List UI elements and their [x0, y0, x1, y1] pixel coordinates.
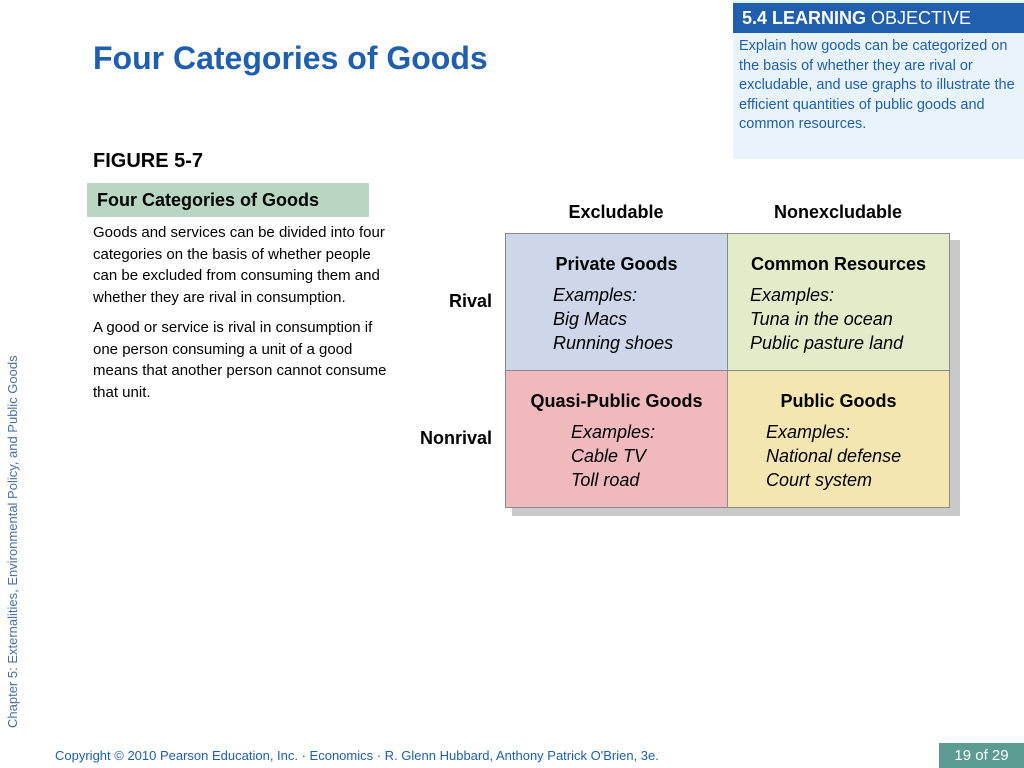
- learning-objective-header: [733, 3, 1024, 33]
- figure-label: FIGURE 5-7: [93, 150, 204, 172]
- examples-label: Examples:: [750, 285, 835, 305]
- example-item: Public pasture land: [750, 333, 904, 353]
- examples-label: Examples:: [766, 422, 851, 442]
- examples-label: Examples:: [571, 422, 656, 442]
- row-header-rival: Rival: [448, 291, 492, 311]
- cell-common-resources: [727, 233, 950, 371]
- page-number: 19 of 29: [939, 743, 1024, 768]
- learning-objective-box: [733, 0, 1024, 159]
- column-header-nonexcludable: Nonexcludable: [773, 202, 903, 222]
- example-item: Toll road: [571, 470, 640, 490]
- example-item: National defense: [766, 446, 902, 466]
- cell-title: Quasi-Public Goods: [530, 391, 703, 411]
- chapter-side-label: Chapter 5: Externalities, Environmental Policy, and Public Goods: [5, 355, 20, 728]
- cell-public-goods: [727, 370, 950, 508]
- example-item: Court system: [766, 470, 873, 490]
- slide-title: Four Categories of Goods: [93, 40, 488, 76]
- examples-label: Examples:: [553, 285, 638, 305]
- row-header-nonrival: Nonrival: [419, 428, 492, 448]
- cell-title: Private Goods: [555, 254, 678, 274]
- copyright-footer: Copyright © 2010 Pearson Education, Inc. · Economics · R. Glenn Hubbard, Anthony Patrick O'Brien, 3e.: [55, 748, 659, 763]
- example-item: Cable TV: [571, 446, 647, 466]
- learning-objective-text: Explain how goods can be categorized on the basis of whether they are rival or excludable, and use graphs to illustrate the efficient quantities of public goods and common resources.: [739, 38, 1015, 132]
- example-item: Big Macs: [553, 309, 628, 329]
- description-paragraph: Goods and services can be divided into four categories on the basis of whether people can be excluded from consuming them and whether they are rival in consumption.: [93, 224, 385, 306]
- cell-examples: [750, 283, 903, 355]
- figure-caption-title: Four Categories of Goods: [87, 183, 369, 217]
- example-item: Running shoes: [553, 333, 674, 353]
- cell-private-goods: [505, 233, 728, 371]
- learning-objective-suffix: OBJECTIVE: [866, 8, 972, 28]
- cell-title: Public Goods: [780, 391, 897, 411]
- description-paragraph: A good or service is rival in consumption if one person consuming a unit of a good means that another person cannot consume that unit.: [93, 319, 387, 401]
- cell-examples: [553, 283, 673, 355]
- cell-examples: [571, 420, 655, 492]
- figure-description: [93, 222, 389, 412]
- example-item: Tuna in the ocean: [750, 309, 893, 329]
- cell-title: Common Resources: [750, 254, 927, 274]
- column-header-excludable: Excludable: [568, 202, 664, 222]
- learning-objective-number: 5.4 LEARNING: [742, 8, 867, 28]
- cell-quasi-public-goods: [505, 370, 728, 508]
- cell-examples: [766, 420, 901, 492]
